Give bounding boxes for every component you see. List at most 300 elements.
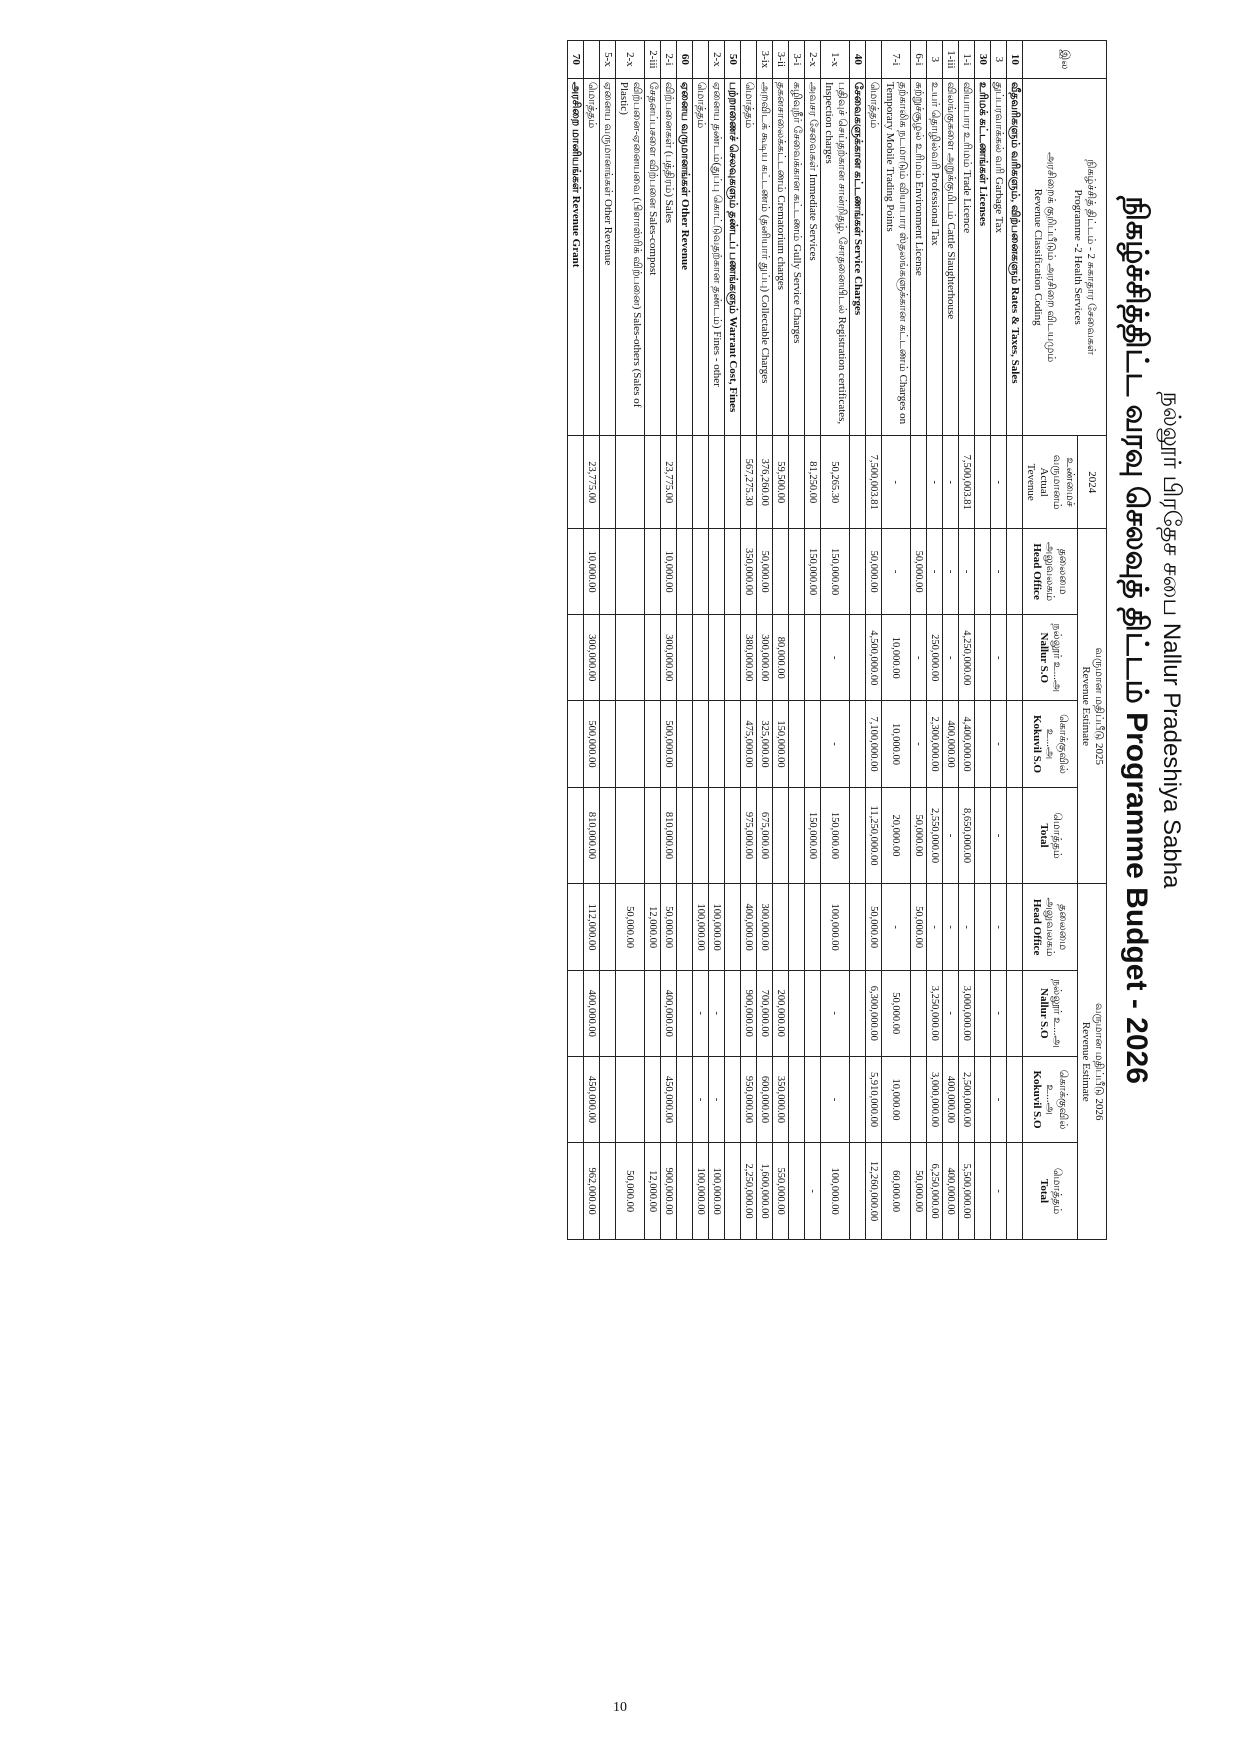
header-head-office-2025 [1023, 528, 1078, 614]
head-office-line: Head Office [1031, 543, 1044, 600]
row-code [866, 41, 882, 79]
row-value [645, 970, 661, 1056]
row-value [693, 701, 709, 787]
row-value: 567,275.30 [741, 436, 757, 529]
row-value [709, 615, 725, 701]
row-value: 900,000.00 [661, 1143, 677, 1240]
page-number: 10 [613, 1700, 627, 1715]
actual-line-2: வருமானம் [1051, 454, 1063, 510]
row-value: 7,500,003.81 [866, 436, 882, 529]
row-value [568, 1056, 584, 1142]
row-value: 2,500,000.00 [959, 1056, 975, 1142]
row-code: 70 [568, 41, 584, 79]
row-value [677, 701, 693, 787]
row-description: மொத்தம் [584, 78, 600, 436]
actual-line-4: Tevenue [1025, 463, 1037, 501]
row-value: 20,000.00 [882, 787, 911, 884]
row-value: 975,000.00 [741, 787, 757, 884]
row-value: 50,000.00 [757, 528, 773, 614]
table-row [645, 41, 661, 1240]
row-value: 5,500,000.00 [959, 1143, 975, 1240]
row-value: - [821, 1056, 850, 1142]
row-value: 200,000.00 [773, 970, 789, 1056]
kokuvil-line: Kokuvil S.O [1031, 715, 1044, 774]
row-value: - [805, 1143, 821, 1240]
row-code: 2-x [709, 41, 725, 79]
row-value: - [943, 884, 959, 970]
actual-line-1: உண்மைச் [1064, 457, 1076, 507]
header-est-2026 [1078, 884, 1107, 1240]
row-value: 2,250,000.00 [741, 1143, 757, 1240]
row-value [975, 615, 991, 701]
row-description: சுற்றுச்சூழல் உரிமம் Environment License [911, 78, 927, 436]
row-value: 12,260,000.00 [866, 1143, 882, 1240]
row-value: 10,000.00 [882, 1056, 911, 1142]
row-value: 3,000,000.00 [927, 1056, 943, 1142]
row-value [725, 1143, 741, 1240]
row-value: 50,000.00 [616, 1143, 645, 1240]
row-value [568, 701, 584, 787]
row-value [645, 436, 661, 529]
row-value [616, 436, 645, 529]
row-value: 350,000.00 [741, 528, 757, 614]
row-code: 3-ii [773, 41, 789, 79]
row-value [616, 970, 645, 1056]
table-row [911, 41, 927, 1240]
row-value: - [991, 615, 1007, 701]
table-row [773, 41, 789, 1240]
row-value [975, 970, 991, 1056]
row-value: - [821, 615, 850, 701]
row-value [645, 1056, 661, 1142]
row-description: வியாபார உரிமம் Trade Licence [959, 78, 975, 436]
row-value [789, 1143, 805, 1240]
row-value: 550,000.00 [773, 1143, 789, 1240]
row-value [850, 1143, 866, 1240]
row-value [725, 1056, 741, 1142]
row-value: 80,000.00 [773, 615, 789, 701]
row-value: 100,000.00 [709, 884, 725, 970]
row-value: - [693, 1056, 709, 1142]
row-value [789, 884, 805, 970]
row-value [850, 1056, 866, 1142]
table-row [866, 41, 882, 1240]
row-value: 700,000.00 [757, 970, 773, 1056]
row-value: 10,000.00 [882, 701, 911, 787]
kokuvil-line: உ...அ [1044, 728, 1057, 760]
row-value: - [991, 787, 1007, 884]
row-value: 400,000.00 [943, 1143, 959, 1240]
row-description: சேவைகளுக்கான கட்டணங்கள் Service Charges [850, 78, 866, 436]
head-office-line: அலுவலகம் [1044, 542, 1057, 602]
programme-label-ta: நிகழ்ச்சித் திட்டம் - 2 சுகாதார சேவைகள் [1085, 159, 1098, 355]
row-value [805, 970, 821, 1056]
table-row [959, 41, 975, 1240]
row-description: துப்பரவாக்கல் வரி Garbage Tax [991, 78, 1007, 436]
row-code: 1-x [821, 41, 850, 79]
row-value [677, 528, 693, 614]
row-value: 2,550,000.00 [927, 787, 943, 884]
total-line: Total [1038, 1179, 1050, 1204]
row-value [616, 787, 645, 884]
row-value [677, 1056, 693, 1142]
row-value [850, 528, 866, 614]
est2026-ta: வருமான மதிப்பீடு 2026 [1093, 1002, 1105, 1121]
row-value: 400,000.00 [943, 701, 959, 787]
row-value [725, 615, 741, 701]
row-code: 5-x [600, 41, 616, 79]
kokuvil-line: Kokuvil S.O [1031, 1070, 1044, 1129]
row-value [1007, 436, 1023, 529]
classification-ta: அரசிறைக் குறிப்பீடும் அரசிறை விடயமும் [1045, 152, 1058, 363]
row-value: 6,250,000.00 [927, 1143, 943, 1240]
row-value: 50,000.00 [866, 528, 882, 614]
header-classification [1023, 78, 1107, 436]
row-value: 300,000.00 [757, 884, 773, 970]
row-value: 3,000,000.00 [959, 970, 975, 1056]
row-value [616, 701, 645, 787]
table-body [568, 41, 1023, 1240]
row-value [568, 528, 584, 614]
row-value: 500,000.00 [661, 701, 677, 787]
row-value [850, 615, 866, 701]
row-value: 100,000.00 [709, 1143, 725, 1240]
row-value [600, 884, 616, 970]
row-value [975, 528, 991, 614]
row-value [568, 1143, 584, 1240]
row-value: 6,300,000.00 [866, 970, 882, 1056]
header-kokuvil-2025 [1023, 701, 1078, 787]
row-value: - [821, 970, 850, 1056]
row-value: 675,000.00 [757, 787, 773, 884]
row-value [677, 787, 693, 884]
row-value [677, 970, 693, 1056]
row-value [789, 615, 805, 701]
row-value: 4,250,000.00 [959, 615, 975, 701]
row-value: 7,500,003.81 [959, 436, 975, 529]
row-value: 50,000.00 [882, 970, 911, 1056]
header-head-office-2026 [1023, 884, 1078, 970]
row-value: 7,100,000.00 [866, 701, 882, 787]
row-description: அரசிறை மானியங்கள் Revenue Grant [568, 78, 584, 436]
row-value: 23,775.00 [584, 436, 600, 529]
row-value: - [943, 436, 959, 529]
row-value: - [911, 701, 927, 787]
nallur-line: Nallur S.O [1038, 988, 1050, 1039]
table-row [725, 41, 741, 1240]
table-row [789, 41, 805, 1240]
row-value [911, 1056, 927, 1142]
row-value [789, 970, 805, 1056]
row-value [600, 1056, 616, 1142]
row-value: - [943, 615, 959, 701]
row-value: 810,000.00 [584, 787, 600, 884]
est2025-ta: வருமான மதிப்பீடு 2025 [1093, 647, 1105, 765]
row-value [773, 884, 789, 970]
header-kokuvil-2026 [1023, 1056, 1078, 1142]
row-value: 50,000.00 [911, 528, 927, 614]
row-value [709, 787, 725, 884]
row-value: - [927, 528, 943, 614]
table-row [821, 41, 850, 1240]
row-value [975, 884, 991, 970]
row-value: - [943, 970, 959, 1056]
row-code [693, 41, 709, 79]
row-value [725, 701, 741, 787]
table-row [677, 41, 693, 1240]
row-value [805, 701, 821, 787]
row-value: 400,000.00 [741, 884, 757, 970]
header-actual [1023, 436, 1078, 529]
row-value [789, 436, 805, 529]
row-value: 962,000.00 [584, 1143, 600, 1240]
row-value [645, 787, 661, 884]
head-office-line: தலைமை [1057, 904, 1070, 951]
row-code: 50 [725, 41, 741, 79]
table-row [584, 41, 600, 1240]
row-code: 7-i [882, 41, 911, 79]
row-value: 4,400,000.00 [959, 701, 975, 787]
total-line: மொத்தம் [1051, 812, 1063, 859]
row-value [805, 615, 821, 701]
row-value [693, 436, 709, 529]
row-value [616, 1056, 645, 1142]
row-value [789, 1056, 805, 1142]
row-value: - [991, 1143, 1007, 1240]
row-value [693, 528, 709, 614]
row-value [616, 528, 645, 614]
row-code: 3 [927, 41, 943, 79]
row-value: 300,000.00 [661, 615, 677, 701]
row-value: 59,500.00 [773, 436, 789, 529]
row-value: 10,000.00 [661, 528, 677, 614]
row-value: 400,000.00 [943, 1056, 959, 1142]
row-value: 10,000.00 [882, 615, 911, 701]
row-value: 810,000.00 [661, 787, 677, 884]
table-row [616, 41, 645, 1240]
row-value: - [709, 970, 725, 1056]
row-description: தகனசாலைக்கட்டணம் Crematorium charges [773, 78, 789, 436]
row-value [1007, 787, 1023, 884]
row-value: - [959, 528, 975, 614]
classification-en: Revenue Classification Coding [1032, 188, 1045, 326]
table-row [568, 41, 584, 1240]
row-value [645, 528, 661, 614]
row-value: - [991, 528, 1007, 614]
header-nallur-2026 [1023, 970, 1078, 1056]
row-value: - [693, 970, 709, 1056]
row-value: 60,000.00 [882, 1143, 911, 1240]
row-value: 100,000.00 [821, 1143, 850, 1240]
row-value: 350,000.00 [773, 1056, 789, 1142]
row-code [741, 41, 757, 79]
budget-table [567, 40, 1107, 1240]
row-value [709, 528, 725, 614]
row-value [975, 787, 991, 884]
row-value: 500,000.00 [584, 701, 600, 787]
row-value: 23,775.00 [661, 436, 677, 529]
row-value: - [991, 701, 1007, 787]
header-actual-year: 2024 [1078, 436, 1107, 529]
row-value [725, 970, 741, 1056]
row-value: 5,910,000.00 [866, 1056, 882, 1142]
row-value [850, 436, 866, 529]
row-value [677, 884, 693, 970]
table-row [943, 41, 959, 1240]
table-row [600, 41, 616, 1240]
row-description: மொத்தம் [741, 78, 757, 436]
row-value [975, 1056, 991, 1142]
table-row [927, 41, 943, 1240]
row-value [805, 1056, 821, 1142]
row-value: 11,250,000.00 [866, 787, 882, 884]
row-value: 50,000.00 [911, 787, 927, 884]
row-value [645, 701, 661, 787]
row-value [677, 1143, 693, 1240]
row-value [725, 528, 741, 614]
row-value [850, 787, 866, 884]
rotated-page [135, 40, 1185, 1240]
row-value [1007, 1143, 1023, 1240]
row-value: 900,000.00 [741, 970, 757, 1056]
row-value [1007, 528, 1023, 614]
row-value [600, 436, 616, 529]
row-description: விற்பனை-ஏனையவை (பிளாஸ்ரிக் விற்பனை) Sales-others (Sales of Plastic) [616, 78, 645, 436]
header-row-1 [1078, 41, 1107, 1240]
row-value [693, 615, 709, 701]
total-line: Total [1038, 823, 1050, 848]
row-value: 150,000.00 [805, 528, 821, 614]
row-value: 376,260.00 [757, 436, 773, 529]
row-value [645, 615, 661, 701]
row-value [616, 615, 645, 701]
nallur-line: நல்லூர் உ...அ [1051, 623, 1063, 693]
row-value: 150,000.00 [821, 787, 850, 884]
nallur-line: Nallur S.O [1038, 632, 1050, 684]
row-description: ஏனைய வருமானங்கள் Other Revenue [677, 78, 693, 436]
row-code: 40 [850, 41, 866, 79]
row-value: 50,000.00 [616, 884, 645, 970]
head-office-line: Head Office [1031, 898, 1044, 956]
head-office-line: தலைமை [1057, 548, 1070, 595]
row-value: 12,000.00 [645, 884, 661, 970]
row-value: 50,000.00 [911, 884, 927, 970]
row-value: 81,250.00 [805, 436, 821, 529]
header-total-2025 [1023, 787, 1078, 884]
table-row [741, 41, 757, 1240]
row-value: - [991, 436, 1007, 529]
row-value: 100,000.00 [693, 884, 709, 970]
row-value [773, 787, 789, 884]
row-value [725, 787, 741, 884]
row-value: - [943, 528, 959, 614]
row-code: 3-i [789, 41, 805, 79]
table-row [975, 41, 991, 1240]
table-row [850, 41, 866, 1240]
row-value [709, 701, 725, 787]
row-value [568, 436, 584, 529]
row-value: 400,000.00 [661, 970, 677, 1056]
row-value: - [991, 970, 1007, 1056]
row-value [600, 528, 616, 614]
kokuvil-line: உ...அ [1044, 1084, 1057, 1115]
row-value [911, 970, 927, 1056]
total-line: மொத்தம் [1051, 1167, 1063, 1215]
row-value: 380,000.00 [741, 615, 757, 701]
table-row [991, 41, 1007, 1240]
row-value [600, 701, 616, 787]
row-value: 100,000.00 [693, 1143, 709, 1240]
row-value: - [882, 884, 911, 970]
row-value [1007, 615, 1023, 701]
row-value: - [991, 1056, 1007, 1142]
row-value [1007, 970, 1023, 1056]
programme-label-en: Programme -2 Health Services [1072, 189, 1085, 325]
table-row [757, 41, 773, 1240]
row-value: 50,000.00 [661, 884, 677, 970]
head-office-line: அலுவலகம் [1044, 897, 1057, 957]
row-value [805, 884, 821, 970]
row-description: உயர் தொழில்வரி Professional Tax [927, 78, 943, 436]
row-code: 2-x [805, 41, 821, 79]
row-value: 250,000.00 [927, 615, 943, 701]
row-value: - [927, 884, 943, 970]
row-code: 30 [975, 41, 991, 79]
header-total-2026 [1023, 1143, 1078, 1240]
row-code: 3-ix [757, 41, 773, 79]
est2025-en: Revenue Estimate [1080, 666, 1092, 747]
header-nallur-2025 [1023, 615, 1078, 701]
row-value [911, 436, 927, 529]
row-code: 2-i [661, 41, 677, 79]
row-code [584, 41, 600, 79]
row-value: - [709, 1056, 725, 1142]
row-value: 4,500,000.00 [866, 615, 882, 701]
est2026-en: Revenue Estimate [1080, 1021, 1092, 1102]
row-code: 3 [991, 41, 1007, 79]
row-description: உரிமக் கட்டணங்கள் Licenses [975, 78, 991, 436]
row-value [568, 884, 584, 970]
row-value: 10,000.00 [584, 528, 600, 614]
row-value: 150,000.00 [805, 787, 821, 884]
row-value [600, 1143, 616, 1240]
row-description: சேதனப்பசளை விற்பனை Sales-compost [645, 78, 661, 436]
row-value [789, 787, 805, 884]
row-value: - [821, 701, 850, 787]
row-value: - [882, 436, 911, 529]
row-value [1007, 701, 1023, 787]
row-value [693, 787, 709, 884]
row-value [709, 436, 725, 529]
row-value: 3,250,000.00 [927, 970, 943, 1056]
row-value: 50,000.00 [911, 1143, 927, 1240]
row-code: 60 [677, 41, 693, 79]
row-value: 300,000.00 [757, 615, 773, 701]
row-value [725, 436, 741, 529]
row-value [975, 436, 991, 529]
row-value [600, 615, 616, 701]
row-description: ஏனைய தண்டம்(துப்பு கொட்டுவதற்கான தண்டம்) Fines - other [709, 78, 725, 436]
row-value [725, 884, 741, 970]
row-value: 600,000.00 [757, 1056, 773, 1142]
table-row [693, 41, 709, 1240]
row-description: மொத்தம் [866, 78, 882, 436]
row-value [600, 787, 616, 884]
row-value [568, 615, 584, 701]
row-value: - [991, 884, 1007, 970]
row-value: 300,000.00 [584, 615, 600, 701]
row-value: 1,600,000.00 [757, 1143, 773, 1240]
